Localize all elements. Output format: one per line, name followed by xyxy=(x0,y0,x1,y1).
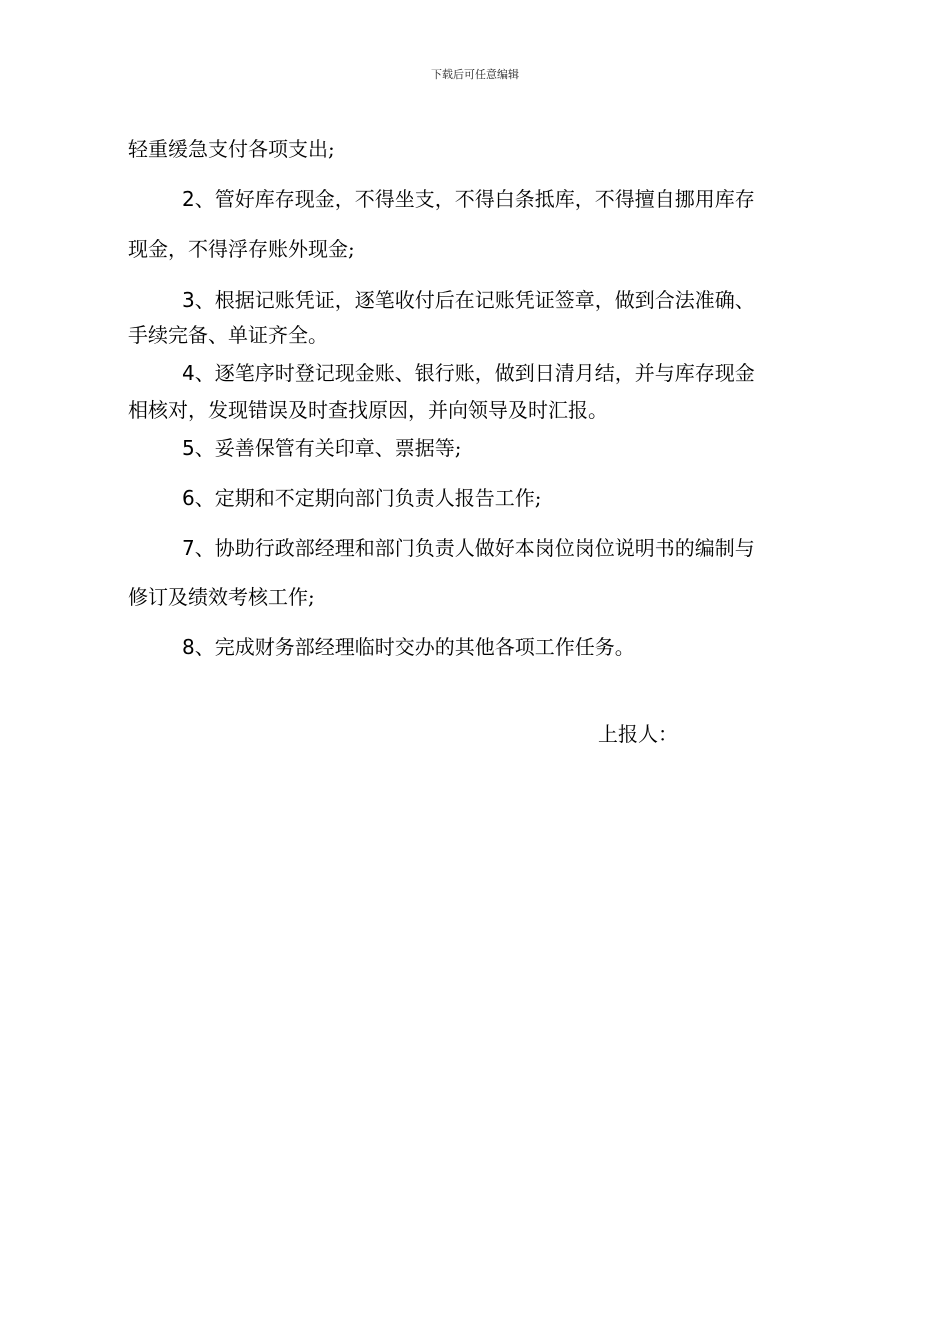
paragraph-line: 轻重缓急支付各项支出; xyxy=(128,137,335,161)
item-text: 根据记账凭证，逐笔收付后在记账凭证签章，做到合法准确、 xyxy=(214,288,755,312)
list-item-7 xyxy=(182,536,755,560)
item-text: 协助行政部经理和部门负责人做好本岗位岗位说明书的编制与 xyxy=(214,536,755,560)
item-number: 3、 xyxy=(182,288,215,312)
item-number: 4、 xyxy=(182,361,215,385)
item-text: 管好库存现金，不得坐支，不得白条抵库，不得擅自挪用库存 xyxy=(214,187,755,211)
reporter-signature-label: 上报人： xyxy=(598,722,678,746)
item-number: 7、 xyxy=(182,536,215,560)
list-item-8 xyxy=(182,635,635,659)
list-item-2 xyxy=(182,187,755,211)
paragraph-line: 修订及绩效考核工作; xyxy=(128,585,315,609)
paragraph-line: 相核对，发现错误及时查找原因，并向领导及时汇报。 xyxy=(128,398,608,422)
paragraph-line: 现金，不得浮存账外现金; xyxy=(128,237,355,261)
item-number: 5、 xyxy=(182,436,215,460)
item-number: 8、 xyxy=(182,635,215,659)
list-item-5 xyxy=(182,436,461,460)
item-number: 2、 xyxy=(182,187,215,211)
item-text: 妥善保管有关印章、票据等; xyxy=(214,436,462,460)
paragraph-line: 手续完备、单证齐全。 xyxy=(128,323,328,347)
item-text: 逐笔序时登记现金账、银行账，做到日清月结，并与库存现金 xyxy=(214,361,755,385)
item-text: 定期和不定期向部门负责人报告工作; xyxy=(214,486,542,510)
list-item-3 xyxy=(182,288,755,312)
item-text: 完成财务部经理临时交办的其他各项工作任务。 xyxy=(214,635,635,659)
list-item-6 xyxy=(182,486,541,510)
list-item-4 xyxy=(182,361,755,385)
page-header-note: 下载后可任意编辑 xyxy=(431,68,519,81)
item-number: 6、 xyxy=(182,486,215,510)
